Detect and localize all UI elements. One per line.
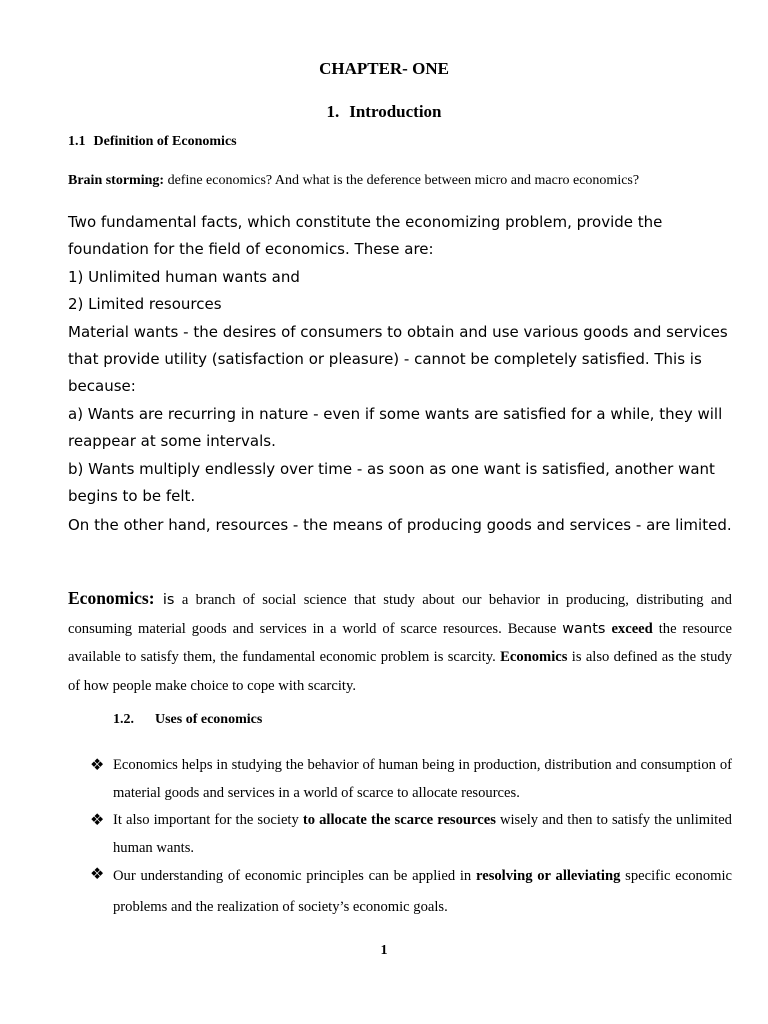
subsection-title: Definition of Economics <box>93 134 237 149</box>
list-item: b) Wants multiply endlessly over time - as soon as one want is satisfied, another want begins to be felt. <box>68 459 715 506</box>
list-item <box>90 807 732 862</box>
definition-text: a branch of social science that study about our behavior in producing, distributing and consuming material goods and services in a world of scarce resources. Because <box>68 592 732 637</box>
bullet-text: Economics helps in studying the behavior of human being in production, distribution and consumption of material goods and services in a world of scarce to allocate resources. <box>113 757 732 801</box>
economizing-problem-text <box>68 209 733 541</box>
bullet-bold-text: to allocate the scarce resources <box>302 812 496 828</box>
exceed-word: exceed <box>605 620 653 637</box>
subsection-title: Uses of economics <box>155 712 263 727</box>
definition-text: is also defined as the study of how people make choice to cope with scarcity. <box>68 649 732 694</box>
brainstorming-text: define economics? And what is the deference between micro and macro economics? <box>164 173 640 188</box>
paragraph: Material wants - the desires of consumers to obtain and use various goods and services that provide utility (satisfaction or pleasure) - cannot be completely satisfied. This is because: <box>68 322 728 396</box>
list-item <box>90 861 732 923</box>
bullet-text <box>113 807 732 862</box>
economics-term-2: Economics <box>500 649 568 665</box>
section-title: Introduction <box>349 102 442 121</box>
bullet-text <box>113 861 732 923</box>
definition-text: the resource available to satisfy them, the fundamental economic problem is scarcity. <box>68 620 732 665</box>
list-item: 2) Limited resources <box>68 295 222 314</box>
list-item <box>90 752 732 807</box>
list-item: a) Wants are recurring in nature - even if some wants are satisfied for a while, they will reappear at some intervals. <box>68 404 723 451</box>
section-number: 1. <box>326 102 340 121</box>
subsection-heading-definition <box>68 134 237 150</box>
diamond-bullet-icon: ❖ <box>90 755 105 774</box>
section-heading-introduction <box>0 102 768 122</box>
bullet-bold-text: resolving or alleviating <box>476 868 621 884</box>
subsection-number: 1.1 <box>68 134 86 149</box>
bullet-text-part: specific economic problems and the realization of society’s economic goals. <box>113 868 733 915</box>
diamond-bullet-icon: ❖ <box>90 864 105 883</box>
diamond-bullet-icon: ❖ <box>90 810 105 829</box>
economics-term: Economics: <box>68 588 155 608</box>
economics-definition-paragraph <box>68 584 732 700</box>
is-word: is <box>154 592 175 608</box>
subsection-number: 1.2. <box>113 712 134 727</box>
subsection-heading-uses <box>113 712 262 728</box>
page-number: 1 <box>380 943 388 958</box>
list-item: 1) Unlimited human wants and <box>68 267 300 286</box>
bullet-text-part: It also important for the society <box>113 812 303 828</box>
bullet-text-part: Our understanding of economic principles can be applied in <box>113 868 476 884</box>
brainstorming-question <box>68 173 639 189</box>
paragraph: On the other hand, resources - the means of producing goods and services - are limited. <box>68 516 732 535</box>
paragraph: Two fundamental facts, which constitute the economizing problem, provide the foundation for the field of economics. These are: <box>68 213 663 259</box>
wants-word: wants <box>562 620 606 637</box>
chapter-heading: CHAPTER- ONE <box>319 59 449 78</box>
brainstorming-label: Brain storming: <box>68 173 165 188</box>
bullet-text-part: wisely and then to satisfy the unlimited human wants. <box>113 812 732 856</box>
